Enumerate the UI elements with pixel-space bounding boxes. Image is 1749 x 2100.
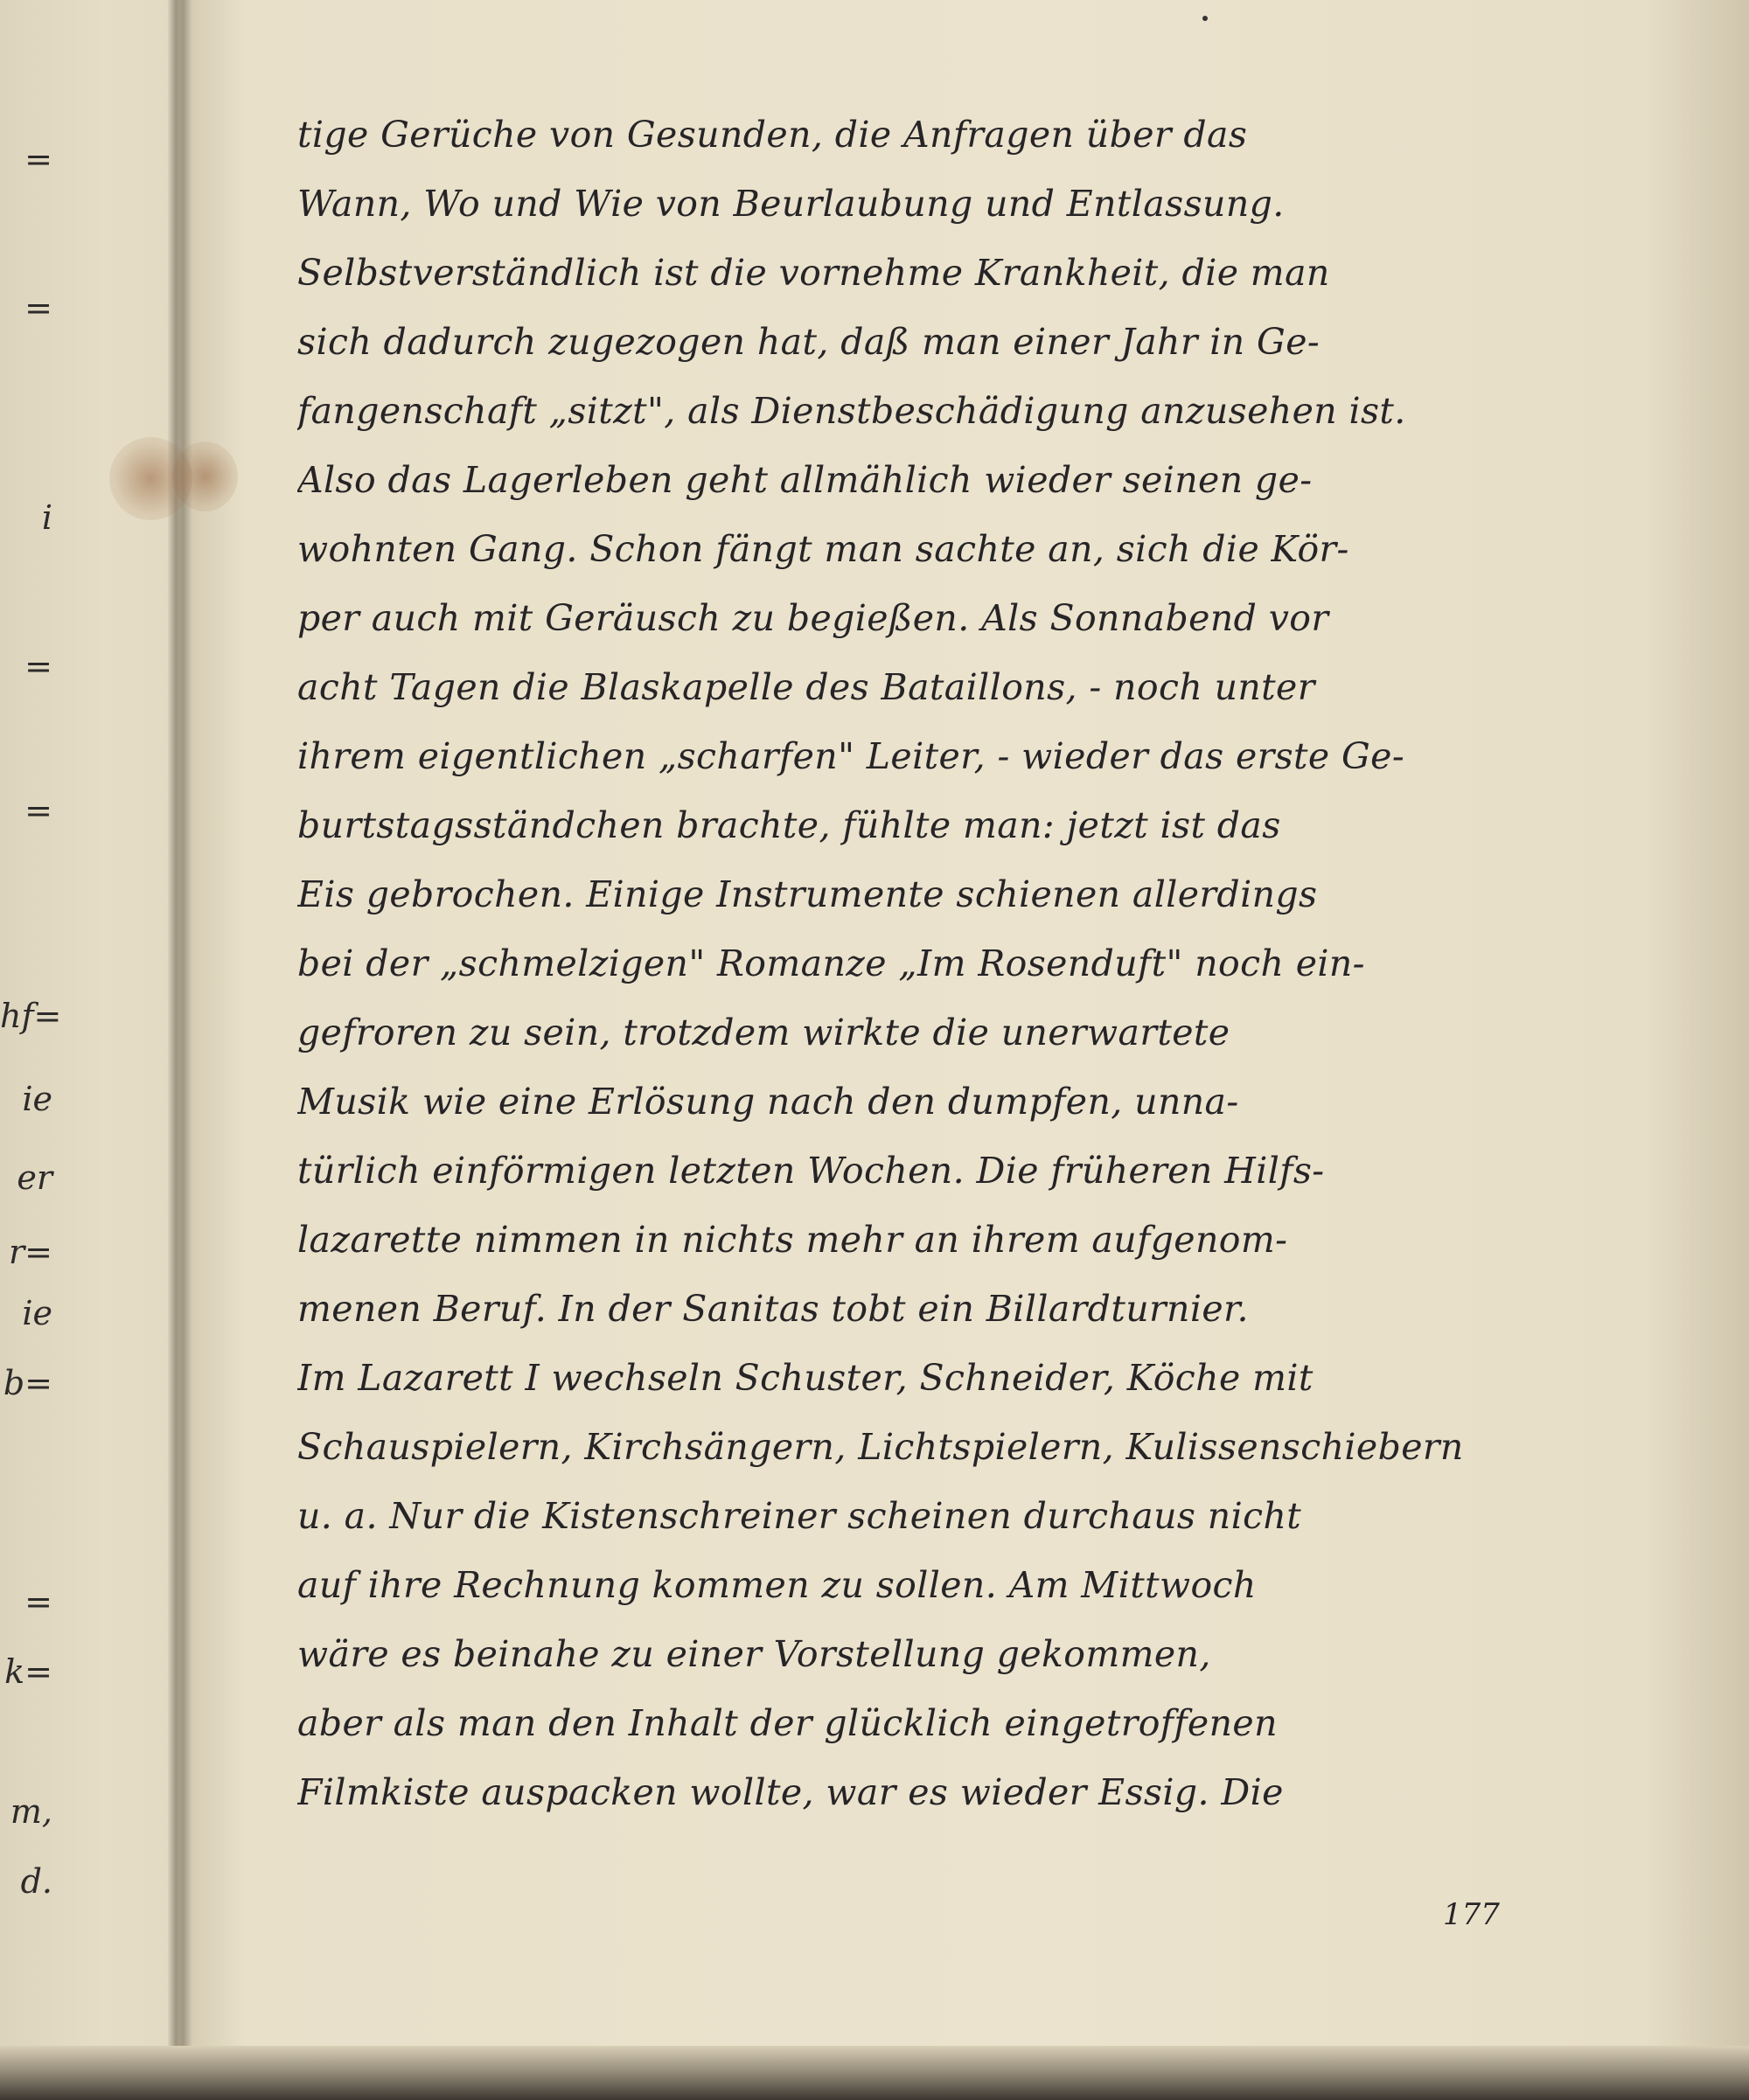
text-line: bei der „schmelzigen" Romanze „Im Rosenduft" noch ein- xyxy=(297,942,1365,984)
margin-fragment: k= xyxy=(4,1652,52,1691)
margin-fragment: er xyxy=(17,1158,52,1197)
text-line: Schauspielern, Kirchsängern, Lichtspielern, Kulissenschiebern xyxy=(297,1426,1464,1468)
page-number: 177 xyxy=(1443,1897,1500,1932)
margin-fragment: = xyxy=(24,791,52,830)
text-line: Filmkiste auspacken wollte, war es wieder Essig. Die xyxy=(297,1771,1284,1813)
text-line: wohnten Gang. Schon fängt man sachte an, sich die Kör- xyxy=(297,528,1349,570)
text-line: Eis gebrochen. Einige Instrumente schienen allerdings xyxy=(297,873,1318,915)
text-line: türlich einförmigen letzten Wochen. Die früheren Hilfs- xyxy=(297,1150,1325,1192)
text-line: per auch mit Geräusch zu begießen. Als Sonnabend vor xyxy=(297,597,1329,639)
text-line: sich dadurch zugezogen hat, daß man einer Jahr in Ge- xyxy=(297,321,1320,363)
text-line: ihrem eigentlichen „scharfen" Leiter, - wieder das erste Ge- xyxy=(297,735,1405,777)
text-line: lazarette nimmen in nichts mehr an ihrem aufgenom- xyxy=(297,1219,1288,1261)
text-line: wäre es beinahe zu einer Vorstellung gekommen, xyxy=(297,1633,1211,1675)
margin-fragment: r= xyxy=(8,1233,52,1271)
margin-fragment: m, xyxy=(10,1792,52,1831)
text-line: Wann, Wo und Wie von Beurlaubung und Entlassung. xyxy=(297,183,1285,225)
text-line: tige Gerüche von Gesunden, die Anfragen über das xyxy=(297,114,1248,156)
margin-fragment: = xyxy=(24,140,52,178)
margin-fragment: b= xyxy=(3,1364,52,1402)
text-line: Selbstverständlich ist die vornehme Krankheit, die man xyxy=(297,252,1330,294)
margin-fragment: = xyxy=(24,647,52,685)
margin-fragment: ie xyxy=(22,1080,52,1118)
text-line: gefroren zu sein, trotzdem wirkte die unerwartete xyxy=(297,1012,1230,1053)
text-line: aber als man den Inhalt der glücklich eingetroffenen xyxy=(297,1702,1278,1744)
margin-fragment: = xyxy=(24,1582,52,1621)
text-line: Im Lazarett I wechseln Schuster, Schneider, Köche mit xyxy=(297,1357,1313,1399)
page-bottom-edge xyxy=(0,2046,1749,2100)
margin-fragment: i xyxy=(41,498,52,537)
ink-dot xyxy=(1202,16,1208,21)
text-line: burtstagsständchen brachte, fühlte man: jetzt ist das xyxy=(297,804,1281,846)
margin-fragment: d. xyxy=(20,1862,52,1901)
left-page xyxy=(0,0,175,2100)
handwritten-text xyxy=(297,101,1697,1827)
text-line: acht Tagen die Blaskapelle des Bataillons, - noch unter xyxy=(297,666,1315,708)
text-line: menen Beruf. In der Sanitas tobt ein Billardturnier. xyxy=(297,1288,1249,1330)
text-line: u. a. Nur die Kistenschreiner scheinen durchaus nicht xyxy=(297,1495,1302,1537)
margin-fragment: hf= xyxy=(0,997,62,1035)
stain-right xyxy=(172,442,238,511)
margin-fragment: ie xyxy=(22,1294,52,1332)
text-line: Also das Lagerleben geht allmählich wieder seinen ge- xyxy=(297,459,1313,501)
right-page xyxy=(179,0,1749,2100)
text-line: Musik wie eine Erlösung nach den dumpfen, unna- xyxy=(297,1081,1239,1123)
text-line: auf ihre Rechnung kommen zu sollen. Am Mittwoch xyxy=(297,1564,1257,1606)
margin-fragment: = xyxy=(24,289,52,327)
text-line: fangenschaft „sitzt", als Dienstbeschädigung anzusehen ist. xyxy=(297,390,1406,432)
